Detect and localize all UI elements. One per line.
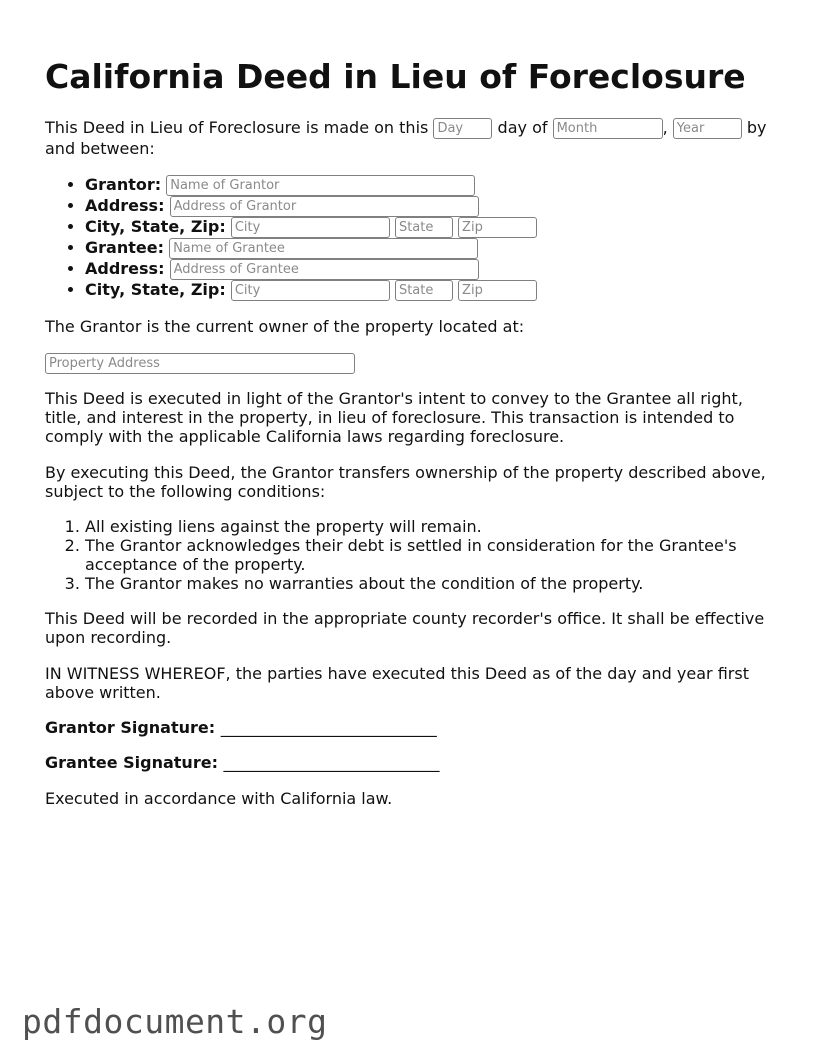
year-input[interactable] bbox=[673, 118, 742, 139]
list-item bbox=[85, 174, 537, 195]
grantee-signature-row bbox=[45, 753, 440, 772]
transfer-paragraph: By executing this Deed, the Grantor transfers ownership of the property described above, subject to the following conditions: bbox=[45, 463, 766, 501]
grantee-name-input[interactable] bbox=[169, 238, 478, 259]
grantee-state-input[interactable] bbox=[395, 280, 453, 301]
list-item: 3. The Grantor makes no warranties about the condition of the property. bbox=[85, 574, 780, 593]
grantor-label: Grantor: bbox=[85, 175, 162, 194]
intent-paragraph: This Deed is executed in light of the Grantor's intent to convey to the Grantee all right, title, and interest in the property, in lieu of foreclosure. This transaction is intended to comply with the applicable California laws regarding foreclosure. bbox=[45, 389, 743, 446]
grantor-name-input[interactable] bbox=[166, 175, 475, 196]
list-item bbox=[85, 195, 537, 216]
list-item bbox=[85, 258, 537, 279]
intro-text-day-of: day of bbox=[497, 118, 548, 137]
grantor-signature-line[interactable]: ___________________________ bbox=[220, 718, 437, 737]
list-item: 1. All existing liens against the property will remain. bbox=[85, 517, 780, 536]
day-input[interactable] bbox=[433, 118, 492, 139]
intro-text-before-day: This Deed in Lieu of Foreclosure is made on this bbox=[45, 118, 429, 137]
witness-paragraph: IN WITNESS WHEREOF, the parties have executed this Deed as of the day and year first above written. bbox=[45, 664, 749, 702]
recording-paragraph: This Deed will be recorded in the appropriate county recorder's office. It shall be effective upon recording. bbox=[45, 609, 765, 647]
grantee-label: Grantee: bbox=[85, 238, 164, 257]
parties-list bbox=[45, 174, 537, 300]
intro-paragraph bbox=[45, 118, 780, 158]
grantor-address-label: Address: bbox=[85, 196, 165, 215]
grantee-city-state-zip-label: City, State, Zip: bbox=[85, 280, 226, 299]
closing-text: Executed in accordance with California law. bbox=[45, 789, 393, 808]
intro-text-and-between: and between: bbox=[45, 139, 155, 158]
conditions-list bbox=[45, 517, 780, 593]
grantor-signature-row bbox=[45, 718, 437, 737]
grantor-zip-input[interactable] bbox=[458, 217, 537, 238]
grantee-address-label: Address: bbox=[85, 259, 165, 278]
list-item bbox=[85, 279, 537, 300]
grantor-state-input[interactable] bbox=[395, 217, 453, 238]
list-item: 2. The Grantor acknowledges their debt is settled in consideration for the Grantee's acceptance of the property. bbox=[85, 536, 780, 574]
page-title: California Deed in Lieu of Foreclosure bbox=[45, 57, 746, 96]
grantee-zip-input[interactable] bbox=[458, 280, 537, 301]
intro-comma: , bbox=[662, 118, 668, 137]
property-address-input[interactable] bbox=[45, 353, 355, 374]
list-item bbox=[85, 237, 537, 258]
grantee-signature-label: Grantee Signature: bbox=[45, 753, 218, 772]
grantee-city-input[interactable] bbox=[231, 280, 390, 301]
grantee-address-input[interactable] bbox=[170, 259, 479, 280]
grantor-address-input[interactable] bbox=[170, 196, 479, 217]
property-intro-text: The Grantor is the current owner of the property located at: bbox=[45, 317, 525, 336]
grantee-signature-line[interactable]: ___________________________ bbox=[223, 753, 440, 772]
list-item bbox=[85, 216, 537, 237]
month-input[interactable] bbox=[553, 118, 663, 139]
intro-text-by: by bbox=[746, 118, 767, 137]
grantor-signature-label: Grantor Signature: bbox=[45, 718, 216, 737]
grantor-city-state-zip-label: City, State, Zip: bbox=[85, 217, 226, 236]
watermark-text: pdfdocument.org bbox=[22, 1002, 328, 1041]
grantor-city-input[interactable] bbox=[231, 217, 390, 238]
